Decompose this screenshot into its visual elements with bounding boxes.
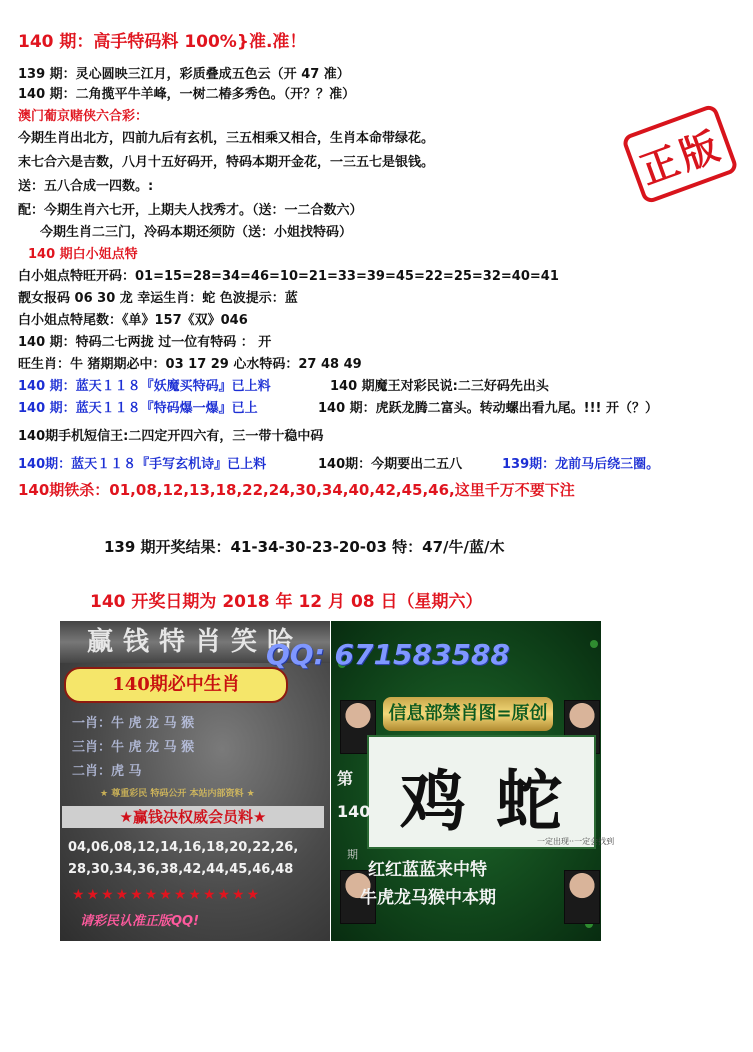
line-blue-sky-3: 140期：蓝天１１８『手写玄机诗』已上料 xyxy=(18,457,267,472)
next-draw-date: 140 开奖日期为 2018 年 12 月 08 日（星期六） xyxy=(90,592,483,612)
line-lucky-zodiac: 靓女报码 06 30 龙 幸运生肖：蛇 色波提示：蓝 xyxy=(18,291,298,306)
left-poster-stars: ★★★★★★★★★★★★★ xyxy=(72,887,262,903)
right-poster-line-1: 红红蓝蓝来中特 xyxy=(368,860,487,880)
line-must-258: 140期：今期要出二五八 xyxy=(318,457,463,472)
genuine-stamp: 正版 xyxy=(621,103,740,205)
left-poster-row-1: 一肖：牛 虎 龙 马 猴 xyxy=(72,716,195,731)
line-139-poem: 139 期：灵心圆映三江月，彩质叠成五色云（开 47 准） xyxy=(18,67,350,82)
line-zodiac-verse-2: 末七合六是吉数，八月十五好码开，特码本期开金花，一三五七是银钱。 xyxy=(18,155,435,170)
line-sms-king: 140期手机短信王:二四定开四六有，三一带十稳中码 xyxy=(18,429,324,444)
left-poster-row-3: 二肖：虎 马 xyxy=(72,764,142,779)
leaf-decoration xyxy=(590,640,598,648)
right-poster-sub: 一定出现··一定会找到 xyxy=(537,837,615,846)
line-tail-numbers: 白小姐点特尾数：《单》157《双》046 xyxy=(18,313,248,328)
page-title: 140 期：高手特码料 100%}准.准！ xyxy=(18,32,307,52)
right-poster-side-bottom: 期 xyxy=(347,848,358,861)
right-poster-qq: QQ: 671583588 xyxy=(266,638,510,671)
line-dragon-horse: 139期：龙前马后绕三圈。 xyxy=(502,457,660,472)
line-wang-zodiac: 旺生肖：牛 猪期期必中：03 17 29 心水特码：27 48 49 xyxy=(18,357,362,372)
line-bai-numbers: 白小姐点特旺开码：01=15=28=34=46=10=21=33=39=45=22=25=32=40=41 xyxy=(18,269,559,284)
line-kill-numbers: 140期铁杀：01,08,12,13,18,22,24,30,34,40,42,45,46,这里千万不要下注 xyxy=(18,481,575,499)
left-poster-nums-1: 04,06,08,12,14,16,18,20,22,26, xyxy=(68,840,299,855)
right-poster-banner: 信息部禁肖图=原创 xyxy=(383,697,553,731)
line-special-code: 140 期：特码二七两拢 过一位有特码 ： 开 xyxy=(18,335,272,350)
draw-result: 139 期开奖结果：41-34-30-23-20-03 特：47/牛/蓝/木 xyxy=(104,538,505,556)
line-140-poem: 140 期：二角揽平牛羊峰，一树二椿多秀色。（开？？准） xyxy=(18,87,356,102)
line-demon-king: 140 期魔王对彩民说:二三好码先出头 xyxy=(330,379,549,394)
line-zodiac-verse-1: 今期生肖出北方，四前九后有玄机，三五相乘又相合，生肖本命带绿花。 xyxy=(18,131,435,146)
right-poster-side-num: 140 xyxy=(337,802,371,821)
line-tiger-dragon: 140 期：虎跃龙腾二富头。转动螺出看九尾。!!! 开（？） xyxy=(318,401,658,416)
left-poster-mini: ★ 尊重彩民 特码公开 本站内部资料 ★ xyxy=(100,789,255,799)
section-macau-title: 澳门葡京赌侠六合彩： xyxy=(18,109,149,124)
portrait-photo xyxy=(564,870,600,924)
line-gift: 送：五八合成一四数。: xyxy=(18,179,154,194)
line-match: 配：今期生肖六七开，上期夫人找秀才。（送：一二合数六） xyxy=(18,203,363,218)
line-blue-sky-2: 140 期：蓝天１１８『特码爆一爆』已上 xyxy=(18,401,258,416)
left-poster-foot: 请彩民认准正版QQ! xyxy=(80,914,200,929)
left-poster-badge: 140期必中生肖 xyxy=(64,667,288,703)
section-bai-title: 140 期白小姐点特 xyxy=(28,247,138,262)
line-blue-sky-1: 140 期：蓝天１１８『妖魔买特码』已上料 xyxy=(18,379,271,394)
left-poster-row-2: 三肖：牛 虎 龙 马 猴 xyxy=(72,740,195,755)
left-poster-head: 赢钱特肖笑哈 xyxy=(60,621,330,663)
right-poster-side-top: 第 xyxy=(337,769,354,788)
left-poster-bar: ★赢钱决权威会员料★ xyxy=(62,806,324,828)
left-poster-nums-2: 28,30,34,36,38,42,44,45,46,48 xyxy=(68,862,294,877)
right-poster-zodiac: 鸡蛇 xyxy=(400,762,592,840)
line-zodiac-door: 今期生肖二三门，冷码本期还须防（送：小姐找特码） xyxy=(40,225,353,240)
right-poster-line-2: 牛虎龙马猴中本期 xyxy=(360,888,496,908)
